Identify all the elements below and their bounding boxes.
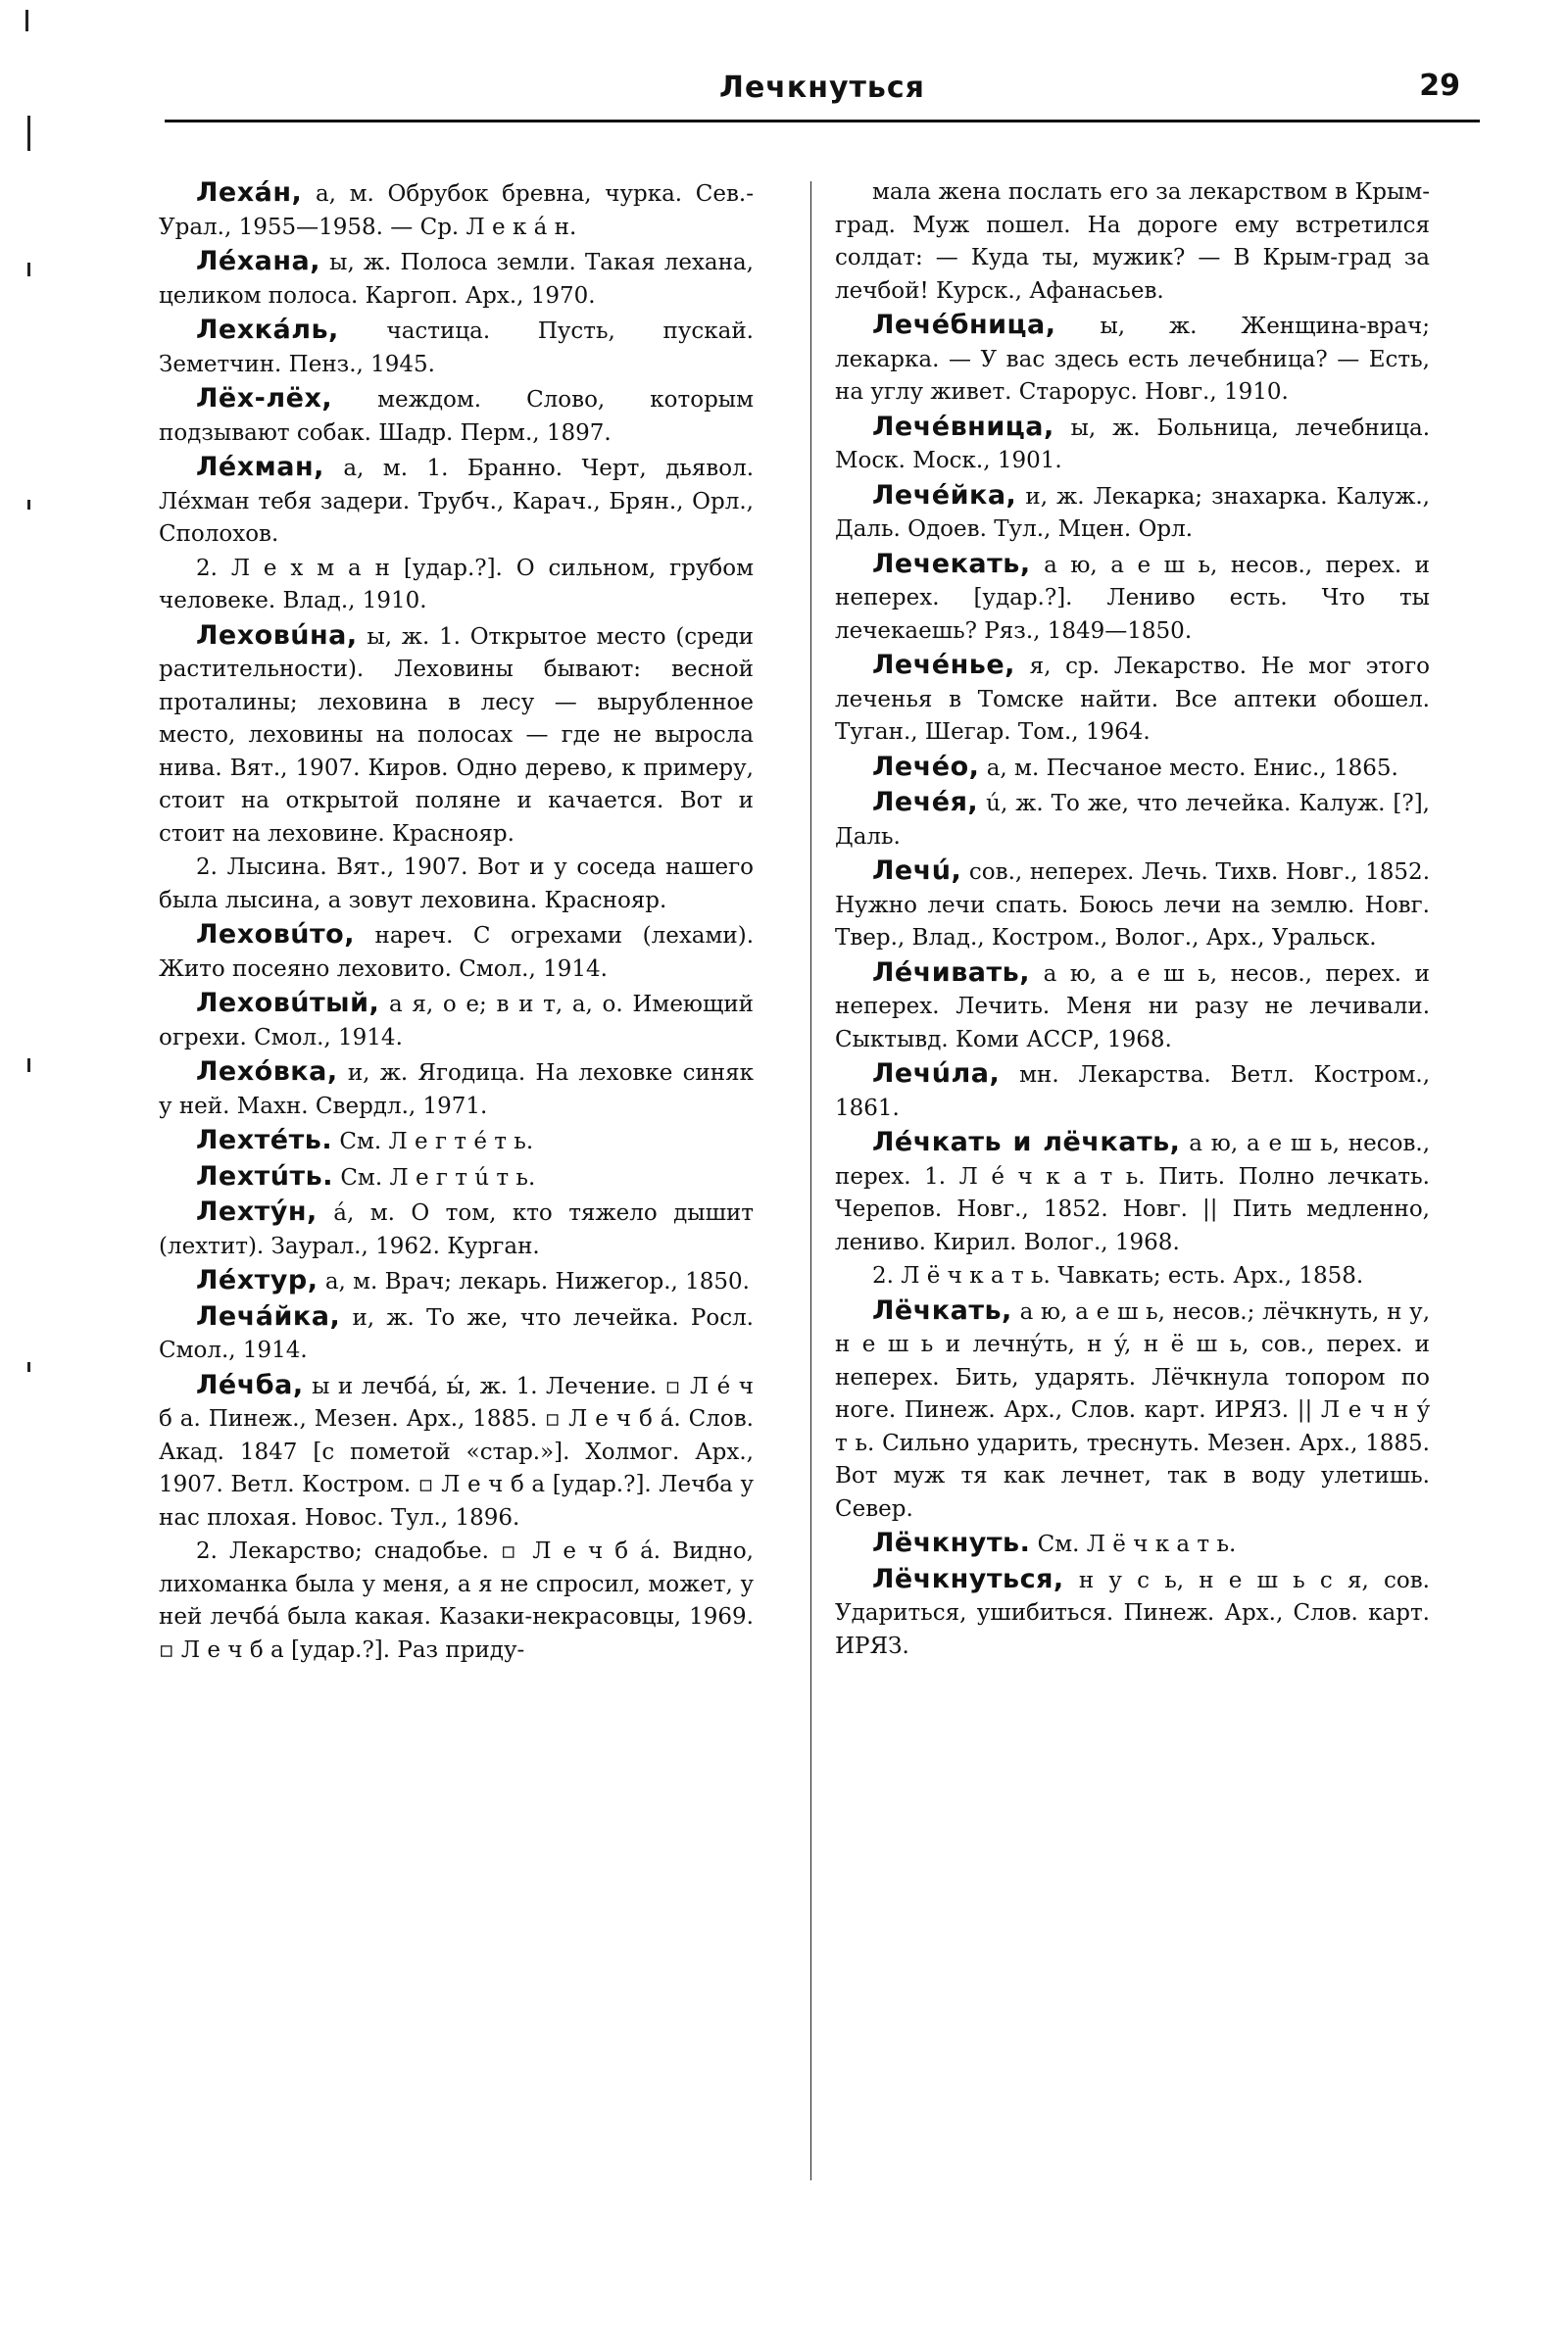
dictionary-entry [835, 1057, 1430, 1125]
dictionary-entry [835, 1527, 1430, 1562]
column-divider [810, 181, 811, 2180]
entry-headword: Лехтéть. [196, 1125, 333, 1155]
entry-headword: Лечúла, [872, 1058, 1001, 1089]
dictionary-entry [835, 479, 1430, 547]
entry-headword: Лéхана, [196, 246, 321, 276]
entry-body: н у с ь, н е ш ь с я, сов. Удариться, ушибиться. Пинеж. Арх., Слов. карт. ИРЯЗ. [835, 1567, 1430, 1659]
entry-headword: Лечекать, [872, 548, 1031, 579]
entry-headword: Лечéйка, [872, 479, 1017, 511]
dictionary-entry [159, 314, 754, 381]
entry-body: а, м. Песчаное место. Енис., 1865. [986, 755, 1398, 781]
entry-body: и, ж. То же, что лечейка. Росл. Смол., 1914. [159, 1304, 754, 1363]
entry-headword: Лéчкать и лёчкать, [872, 1127, 1181, 1157]
entry-body: 2. Л ё ч к а т ь. Чавкать; есть. Арх., 1858. [872, 1263, 1364, 1289]
entry-headword: Лечéо, [872, 751, 980, 782]
entry-body: сов., неперех. Лечь. Тихв. Новг., 1852. Нужно лечи спать. Боюсь лечи на землю. Новг. Твер., Влад., Костром., Волог., Арх., Уральск. [835, 859, 1431, 951]
entry-body: мала жена послать его за лекарством в Крым-град. Муж пошел. На дороге ему встретился солдат: — Куда ты, мужик? — В Крым-град за лечбой! Курск., Афанасьев. [835, 179, 1430, 304]
entry-headword: Лéхман, [196, 452, 324, 482]
margin-mark [27, 116, 30, 151]
dictionary-entry [159, 553, 754, 618]
entry-headword: Лéчивать, [872, 956, 1030, 988]
entry-headword: Лечéвница, [872, 411, 1054, 442]
dictionary-entry [159, 382, 754, 450]
dictionary-entry [159, 1124, 754, 1159]
entry-headword: Леховúна, [196, 619, 358, 651]
entry-body: а ю, а е ш ь, несов., перех. 1. Л é ч к а т ь. Пить. Полно лечкать. Черепов. Новг., 1852. Новг. || Пить медленно, лениво. Кирил. Волог., 1968. [835, 1131, 1431, 1255]
entry-headword: Лечéя, [872, 787, 979, 817]
entry-body: а ю, а е ш ь, несов.; лёчкнуть, н у, н е ш ь и лечнýть, н ý, н ё ш ь, сов., перех. и неперех. Бить, ударять. Лёчкнула топором по ноге. Пинеж. Арх., Слов. карт. ИРЯЗ. || Л е ч н ý т ь. Сильно ударить, треснуть. Мезен. Арх., 1885. Вот муж тя как лечнет, так в воду улетишь. Север. [835, 1298, 1431, 1522]
margin-mark [27, 1362, 30, 1372]
entry-body: 2. Л е х м а н [удар.?]. О сильном, грубом человеке. Влад., 1910. [159, 555, 754, 613]
dictionary-entry [159, 176, 754, 244]
dictionary-entry [159, 245, 754, 313]
entry-body: мн. Лекарства. Ветл. Костром., 1861. [835, 1062, 1431, 1121]
dictionary-entry [159, 1369, 754, 1536]
header-rule [165, 120, 1480, 122]
entry-body: ы, ж. Полоса земли. Такая лехана, целиком полоса. Каргоп. Арх., 1970. [159, 250, 754, 309]
entry-headword: Лечáйка, [196, 1300, 341, 1332]
margin-mark [27, 1058, 30, 1072]
entry-body: ú, ж. То же, что лечейка. Калуж. [?], Даль. [835, 791, 1430, 850]
dictionary-entry [835, 1260, 1430, 1294]
entry-body: а я, о е; в и т, а, о. Имеющий огрехи. Смол., 1914. [159, 992, 755, 1050]
dictionary-entry [835, 548, 1430, 649]
entry-body: я, ср. Лекарство. Не мог этого леченья в Томске найти. Все аптеки обошел. Туган., Шегар. Том., 1964. [835, 654, 1431, 745]
entry-headword: Лéчба, [196, 1369, 304, 1400]
entry-headword: Лéхтур, [196, 1265, 318, 1295]
entry-headword: Лехáн, [196, 177, 303, 208]
entry-body: 2. Лекарство; снадобье. ▫ Л е ч б á. Видно, лихоманка была у меня, а я не спросил, может, у ней лечбá была какая. Казаки-некрасовцы, 1969. ▫ Л е ч б а [удар.?]. Раз приду- [159, 1538, 754, 1663]
dictionary-entry [835, 1563, 1430, 1664]
dictionary-entry [159, 1536, 754, 1667]
entry-body: ы, ж. Больница, лечебница. Моск. Моск., 1901. [835, 415, 1431, 473]
entry-body: междом. Слово, которым подзывают собак. Шадр. Перм., 1897. [159, 387, 754, 446]
entry-body: а ю, а е ш ь, несов., перех. и неперех. Лечить. Меня ни разу не лечивали. Сыктывд. Коми АССР, 1968. [835, 960, 1431, 1052]
right-column [835, 176, 1430, 1664]
dictionary-entry [835, 649, 1430, 750]
dictionary-entry [159, 918, 754, 986]
dictionary-entry [835, 1126, 1430, 1259]
entry-body: См. Л е г т é т ь. [339, 1129, 534, 1154]
entry-headword: Лехкáль, [196, 315, 339, 345]
entry-body: ы, ж. 1. Открытое место (среди растительности). Леховины бывают: весной проталины; леховина в лесу — вырубленное место, леховины на полосах — где не выросла нива. Вят., 1907. Киров. Одно дерево, к примеру, стоит на открытой поляне и качается. Вот и стоит на леховине. Краснояр. [159, 623, 755, 847]
entry-body: 2. Лысина. Вят., 1907. Вот и у соседа нашего была лысина, а зовут леховина. Краснояр. [159, 855, 754, 913]
entry-body: á, м. О том, кто тяжело дышит (лехтит). Заурал., 1962. Курган. [159, 1200, 755, 1259]
dictionary-entry [835, 1294, 1430, 1527]
entry-body: и, ж. Лекарка; знахарка. Калуж., Даль. Одоев. Тул., Мцен. Орл. [835, 483, 1430, 542]
margin-mark [27, 263, 30, 276]
entry-body: ы, ж. Женщина-врач; лекарка. — У вас здесь есть лечебница? — Есть, на углу живет. Старорус. Новг., 1910. [835, 314, 1431, 405]
entry-headword: Лёчкнуть. [872, 1528, 1031, 1558]
dictionary-entry [159, 1264, 754, 1299]
margin-marks [18, 0, 37, 2344]
entry-body: а, м. Врач; лекарь. Нижегор., 1850. [324, 1269, 750, 1294]
margin-mark [25, 10, 28, 31]
entry-body: частица. Пусть, пускай. Земетчин. Пенз., 1945. [159, 318, 754, 377]
entry-body: а, м. 1. Бранно. Черт, дьявол. Лéхман тебя задери. Трубч., Карач., Брян., Орл., Сполохов. [159, 456, 755, 547]
dictionary-entry [835, 309, 1430, 410]
dictionary-entry [835, 956, 1430, 1057]
dictionary-entry [159, 1055, 754, 1123]
entry-headword: Лёх-лёх, [196, 383, 333, 414]
dictionary-entry [835, 751, 1430, 786]
margin-mark [27, 500, 30, 510]
entry-body: См. Л е г т ú т ь. [340, 1164, 536, 1191]
dictionary-entry [159, 451, 754, 552]
entry-headword: Леховúто, [196, 919, 355, 950]
entry-headword: Лехтúть. [196, 1160, 334, 1192]
dictionary-entry [159, 1300, 754, 1368]
dictionary-entry [159, 852, 754, 917]
entry-headword: Лёчкнуться, [872, 1563, 1064, 1594]
dictionary-entry [835, 855, 1430, 955]
dictionary-entry [159, 1160, 754, 1196]
entry-body: ы и лечбá, ы́, ж. 1. Лечение. ▫ Л é ч б а. Пинеж., Мезен. Арх., 1885. ▫ Л е ч б á. Слов. Акад. 1847 [с пометой «стар.»]. Холмог. Арх., 1907. Ветл. Костром. ▫ Л е ч б а [удар.?]. Лечба у нас плохая. Новос. Тул., 1896. [159, 1373, 754, 1531]
entry-headword: Лёчкать, [872, 1294, 1012, 1326]
entry-body: См. Л ё ч к а т ь. [1037, 1532, 1237, 1557]
entry-headword: Лечéбница, [872, 310, 1056, 340]
entry-headword: Лехóвка, [196, 1056, 338, 1087]
running-title: Лечкнуться [719, 71, 925, 105]
dictionary-entry [159, 1196, 754, 1263]
left-column [159, 176, 754, 1668]
entry-body: а, м. Обрубок бревна, чурка. Сев.-Урал., 1955—1958. — Ср. Л е к á н. [159, 181, 754, 240]
entry-body: нареч. С огрехами (лехами). Жито посеяно леховито. Смол., 1914. [159, 923, 755, 982]
dictionary-entry [835, 786, 1430, 854]
entry-headword: Лечú, [872, 855, 962, 886]
entry-headword: Леховúтый, [196, 988, 380, 1018]
page-header [165, 63, 1480, 131]
dictionary-entry [835, 411, 1430, 478]
entry-body: а ю, а е ш ь, несов., перех. и неперех. [удар.?]. Лениво есть. Что ты лечекаешь? Ряз., 1849—1850. [835, 552, 1431, 644]
entry-headword: Лехтýн, [196, 1196, 318, 1227]
dictionary-entry [159, 619, 754, 852]
page-number: 29 [1419, 69, 1460, 103]
entry-body: и, ж. Ягодица. На леховке синяк у ней. Махн. Свердл., 1971. [159, 1060, 754, 1119]
dictionary-entry [159, 987, 754, 1054]
dictionary-entry [835, 176, 1430, 308]
entry-headword: Лечéнье, [872, 650, 1015, 680]
